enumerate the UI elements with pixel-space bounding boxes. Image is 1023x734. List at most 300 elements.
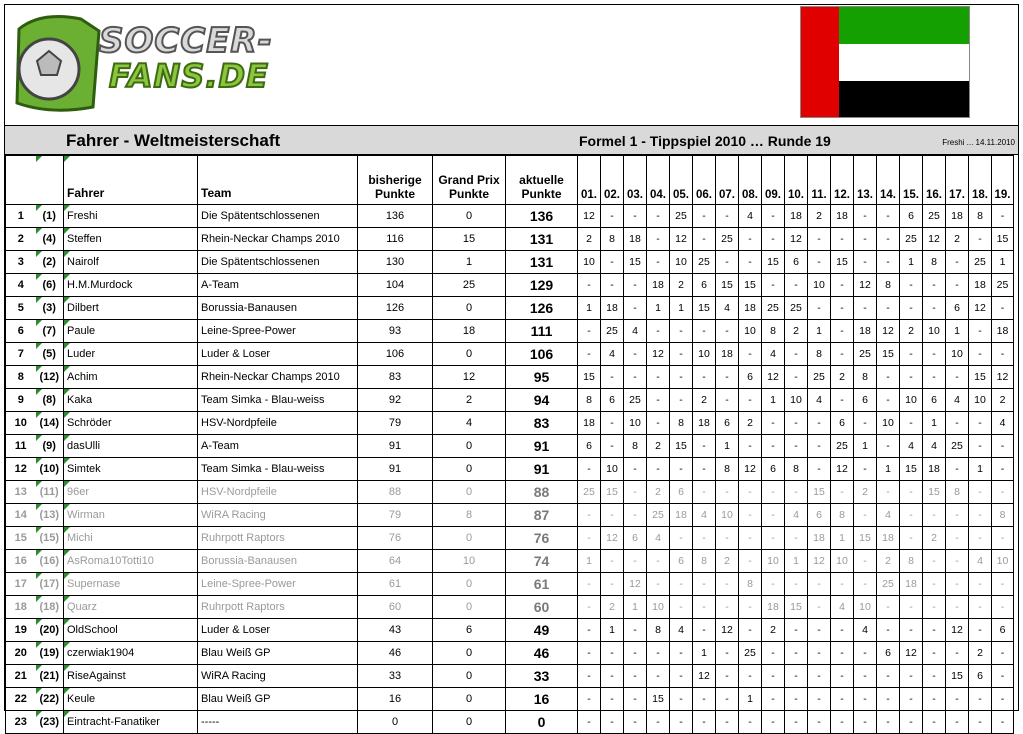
race-points-cell: - [808,228,831,251]
race-header-6: 06. [693,156,716,205]
race-points-cell: 10 [578,251,601,274]
race-points-cell: - [670,665,693,688]
race-points-cell: - [785,711,808,734]
race-points-cell: 25 [946,435,969,458]
race-points-cell: 25 [624,389,647,412]
race-points-cell: 4 [762,343,785,366]
race-points-cell: 4 [739,205,762,228]
race-points-cell: - [808,688,831,711]
race-points-cell: 4 [808,389,831,412]
race-header-2: 02. [601,156,624,205]
race-points-cell: - [693,688,716,711]
race-points-cell: - [831,297,854,320]
race-points-cell: 12 [946,619,969,642]
race-points-cell: 25 [670,205,693,228]
race-points-cell: - [601,642,624,665]
race-points-cell: - [693,435,716,458]
race-points-cell: 10 [716,504,739,527]
prev-rank-cell: (11) [36,481,64,504]
race-points-cell: - [762,688,785,711]
rank-cell: 5 [6,297,36,320]
race-points-cell: 4 [785,504,808,527]
race-points-cell: - [647,458,670,481]
race-points-cell: 8 [808,343,831,366]
driver-name-cell: Keule [64,688,198,711]
race-points-cell: - [624,458,647,481]
race-points-cell: - [992,458,1014,481]
race-header-13: 13. [854,156,877,205]
race-points-cell: 8 [601,228,624,251]
race-points-cell: - [647,550,670,573]
race-points-cell: - [624,688,647,711]
race-points-cell: - [808,435,831,458]
race-points-cell: 8 [785,458,808,481]
race-points-cell: - [716,573,739,596]
current-points-header-l1: aktuelle [519,173,564,187]
previous-points-cell: 79 [358,504,433,527]
race-points-cell: - [854,205,877,228]
race-points-cell: - [578,504,601,527]
race-points-cell: 25 [831,435,854,458]
race-points-cell: - [716,596,739,619]
race-points-cell: - [808,711,831,734]
race-points-cell: 4 [716,297,739,320]
race-points-cell: - [854,412,877,435]
rank-cell: 20 [6,642,36,665]
gp-points-cell: 0 [433,665,506,688]
team-cell: Die Spätentschlossenen [198,205,358,228]
current-points-cell: 61 [506,573,578,596]
race-points-cell: 4 [624,320,647,343]
race-points-cell: 18 [739,297,762,320]
race-points-cell: - [670,320,693,343]
race-points-cell: 8 [923,251,946,274]
uae-flag-icon [800,6,970,118]
team-cell: Borussia-Banausen [198,297,358,320]
race-points-cell: 4 [601,343,624,366]
prev-rank-cell: (5) [36,343,64,366]
gp-points-header-l1: Grand Prix [438,173,500,187]
title-bar [5,125,1018,155]
gp-points-cell: 0 [433,297,506,320]
race-points-cell: - [992,297,1014,320]
race-points-cell: - [762,435,785,458]
gp-points-cell: 0 [433,596,506,619]
race-points-cell: - [693,619,716,642]
race-points-cell: - [946,504,969,527]
race-points-cell: - [992,688,1014,711]
race-points-cell: - [624,711,647,734]
driver-name-cell: Eintracht-Fanatiker [64,711,198,734]
race-points-cell: 8 [670,412,693,435]
race-points-cell: - [762,228,785,251]
race-points-cell: - [578,596,601,619]
previous-points-cell: 83 [358,366,433,389]
race-points-cell: 15 [578,366,601,389]
gp-points-cell: 10 [433,550,506,573]
race-points-cell: - [785,481,808,504]
race-points-cell: - [992,573,1014,596]
race-points-cell: - [946,251,969,274]
race-points-cell: - [670,527,693,550]
race-points-cell: - [900,343,923,366]
race-points-cell: - [578,688,601,711]
race-points-cell: - [601,665,624,688]
team-cell: Rhein-Neckar Champs 2010 [198,366,358,389]
race-points-cell: - [854,228,877,251]
race-points-cell: - [831,573,854,596]
race-points-cell: - [601,251,624,274]
team-cell: Leine-Spree-Power [198,573,358,596]
race-points-cell: 1 [831,527,854,550]
previous-points-cell: 64 [358,550,433,573]
table-row [6,251,1014,274]
race-points-cell: - [693,320,716,343]
race-points-cell: 25 [762,297,785,320]
race-points-cell: 18 [923,458,946,481]
prev-rank-cell: (8) [36,389,64,412]
race-header-4: 04. [647,156,670,205]
race-points-cell: 12 [578,205,601,228]
race-points-cell: 4 [969,550,992,573]
race-points-cell: - [762,274,785,297]
prev-rank-cell: (2) [36,251,64,274]
race-points-cell: 1 [877,458,900,481]
race-points-cell: - [831,228,854,251]
race-points-cell: 6 [854,389,877,412]
race-points-cell: - [992,711,1014,734]
race-points-cell: - [969,596,992,619]
race-points-cell: - [831,274,854,297]
team-cell: Rhein-Neckar Champs 2010 [198,228,358,251]
race-points-cell: 1 [969,458,992,481]
race-points-cell: - [831,711,854,734]
race-points-cell: - [716,320,739,343]
previous-points-cell: 60 [358,596,433,619]
race-points-cell: 2 [877,550,900,573]
race-points-cell: - [969,619,992,642]
race-points-cell: 6 [831,412,854,435]
race-points-cell: - [900,412,923,435]
table-header-row [6,156,1014,205]
previous-points-cell: 79 [358,412,433,435]
race-points-cell: 18 [946,205,969,228]
race-points-cell: 4 [992,412,1014,435]
race-points-cell: - [739,481,762,504]
prev-rank-cell: (18) [36,596,64,619]
race-points-cell: 25 [900,228,923,251]
race-points-cell: 12 [900,642,923,665]
race-points-cell: - [647,412,670,435]
rank-header [6,156,36,205]
race-points-cell: 18 [877,527,900,550]
race-points-cell: 6 [670,550,693,573]
current-points-cell: 33 [506,665,578,688]
race-points-cell: 2 [992,389,1014,412]
race-points-cell: - [877,389,900,412]
race-points-cell: 6 [693,274,716,297]
gp-points-cell: 2 [433,389,506,412]
race-header-8: 08. [739,156,762,205]
race-points-cell: - [785,274,808,297]
race-points-cell: 8 [992,504,1014,527]
race-points-cell: - [831,688,854,711]
race-points-cell: - [831,389,854,412]
previous-points-cell: 104 [358,274,433,297]
race-points-cell: 4 [946,389,969,412]
race-points-cell: - [900,297,923,320]
race-points-cell: 18 [578,412,601,435]
race-points-cell: - [900,504,923,527]
gp-points-cell: 0 [433,688,506,711]
current-points-cell: 131 [506,251,578,274]
race-points-cell: 12 [693,665,716,688]
race-header-15: 15. [900,156,923,205]
race-points-cell: 10 [854,596,877,619]
race-points-cell: - [969,343,992,366]
race-points-cell: 2 [785,320,808,343]
table-row [6,619,1014,642]
prev-rank-header [36,156,64,205]
gp-points-cell: 12 [433,366,506,389]
gp-points-cell: 15 [433,228,506,251]
race-points-cell: - [785,366,808,389]
race-points-cell: - [762,711,785,734]
race-points-cell: 25 [923,205,946,228]
race-points-cell: - [647,320,670,343]
race-points-cell: - [992,205,1014,228]
race-points-cell: - [693,481,716,504]
race-points-cell: - [578,343,601,366]
race-points-cell: 2 [854,481,877,504]
race-points-cell: - [693,205,716,228]
rank-cell: 23 [6,711,36,734]
race-points-cell: 10 [601,458,624,481]
driver-name-cell: Paule [64,320,198,343]
race-points-cell: - [992,665,1014,688]
race-points-cell: 12 [601,527,624,550]
race-points-cell: 18 [900,573,923,596]
previous-points-cell: 0 [358,711,433,734]
race-points-cell: - [923,619,946,642]
race-points-cell: - [808,642,831,665]
race-points-cell: - [946,527,969,550]
driver-name-cell: Michi [64,527,198,550]
current-points-cell: 46 [506,642,578,665]
race-points-cell: - [785,435,808,458]
current-points-cell: 74 [506,550,578,573]
race-points-cell: 25 [739,642,762,665]
driver-name-cell: Wirman [64,504,198,527]
race-points-cell: 6 [900,205,923,228]
race-points-cell: 6 [670,481,693,504]
race-points-cell: - [900,366,923,389]
race-points-cell: - [624,481,647,504]
current-points-cell: 131 [506,228,578,251]
header-banner [5,5,1018,125]
race-points-cell: - [716,205,739,228]
race-points-cell: 2 [647,481,670,504]
race-points-cell: - [647,573,670,596]
prev-rank-cell: (20) [36,619,64,642]
race-points-cell: 15 [670,435,693,458]
race-points-cell: - [601,412,624,435]
race-points-cell: 8 [831,504,854,527]
race-points-cell: - [854,458,877,481]
race-points-cell: 4 [923,435,946,458]
race-points-cell: - [601,366,624,389]
gp-points-cell: 1 [433,251,506,274]
race-points-cell: - [877,251,900,274]
race-points-cell: 15 [693,297,716,320]
race-points-cell: 25 [785,297,808,320]
race-points-cell: 18 [624,228,647,251]
race-points-cell: - [900,688,923,711]
race-points-cell: - [946,412,969,435]
race-points-cell: 12 [785,228,808,251]
current-points-cell: 60 [506,596,578,619]
table-row [6,481,1014,504]
race-points-cell: 1 [670,297,693,320]
current-points-cell: 76 [506,527,578,550]
table-row [6,435,1014,458]
race-points-cell: - [647,366,670,389]
race-points-cell: 6 [808,504,831,527]
race-points-cell: - [739,389,762,412]
race-points-cell: 6 [969,665,992,688]
current-points-header [506,156,578,205]
rank-cell: 19 [6,619,36,642]
race-points-cell: 2 [647,435,670,458]
previous-points-cell: 92 [358,389,433,412]
race-points-cell: - [992,435,1014,458]
author-date: Freshi ... 14.11.2010 [942,138,1015,147]
rank-cell: 6 [6,320,36,343]
race-points-cell: 1 [762,389,785,412]
race-points-cell: - [624,550,647,573]
race-points-cell: 15 [739,274,762,297]
race-points-cell: - [601,274,624,297]
race-points-cell: 2 [900,320,923,343]
race-points-cell: - [739,619,762,642]
race-points-cell: - [854,573,877,596]
logo-line2: FANS.DE [109,57,269,95]
race-points-cell: - [923,550,946,573]
race-points-cell: 2 [946,228,969,251]
previous-points-cell: 91 [358,458,433,481]
race-points-cell: - [808,251,831,274]
race-points-cell: - [946,711,969,734]
race-points-cell: - [762,573,785,596]
race-points-cell: - [716,642,739,665]
race-points-cell: - [762,205,785,228]
previous-points-header-l1: bisherige [368,173,422,187]
race-points-cell: - [854,297,877,320]
previous-points-cell: 88 [358,481,433,504]
race-points-cell: - [762,504,785,527]
race-points-cell: - [670,688,693,711]
gp-points-cell: 0 [433,527,506,550]
table-row [6,550,1014,573]
race-points-cell: 2 [762,619,785,642]
race-points-cell: - [693,366,716,389]
race-points-cell: 25 [969,251,992,274]
race-points-cell: 10 [969,389,992,412]
race-points-cell: 1 [808,320,831,343]
team-cell: Borussia-Banausen [198,550,358,573]
standings-sheet [4,4,1019,730]
race-points-cell: 8 [647,619,670,642]
current-points-cell: 0 [506,711,578,734]
gp-points-cell: 0 [433,711,506,734]
race-points-cell: 12 [670,228,693,251]
race-points-cell: - [578,274,601,297]
race-points-cell: 1 [992,251,1014,274]
driver-name-cell: Steffen [64,228,198,251]
race-points-cell: 10 [785,389,808,412]
race-points-cell: - [762,642,785,665]
race-points-cell: - [946,366,969,389]
current-points-cell: 49 [506,619,578,642]
current-points-cell: 16 [506,688,578,711]
race-points-cell: 15 [923,481,946,504]
race-points-cell: - [946,642,969,665]
race-points-cell: 15 [969,366,992,389]
race-points-cell: - [670,458,693,481]
race-points-cell: - [900,274,923,297]
race-points-cell: - [831,642,854,665]
race-points-cell: - [854,665,877,688]
team-cell: ----- [198,711,358,734]
race-points-cell: - [923,343,946,366]
race-points-cell: - [854,642,877,665]
race-points-cell: - [923,274,946,297]
team-header: Team [198,156,358,205]
race-header-1: 01. [578,156,601,205]
race-points-cell: 2 [739,412,762,435]
rank-cell: 4 [6,274,36,297]
table-row [6,320,1014,343]
race-points-cell: - [624,642,647,665]
race-points-cell: - [808,412,831,435]
race-points-cell: 18 [601,297,624,320]
race-points-cell: - [647,642,670,665]
race-points-cell: - [624,366,647,389]
race-points-cell: 15 [624,251,647,274]
race-points-cell: 10 [946,343,969,366]
table-row [6,297,1014,320]
race-points-cell: 10 [923,320,946,343]
race-points-cell: 25 [877,573,900,596]
gp-points-cell: 4 [433,412,506,435]
race-points-cell: - [647,251,670,274]
race-points-cell: - [946,458,969,481]
round-title: Formel 1 - Tippspiel 2010 … Runde 19 [579,133,831,149]
race-points-cell: - [992,596,1014,619]
race-points-cell: - [670,596,693,619]
race-points-cell: - [808,665,831,688]
race-points-cell: 8 [854,366,877,389]
race-header-9: 09. [762,156,785,205]
race-points-cell: 2 [693,389,716,412]
race-points-cell: - [670,573,693,596]
race-points-cell: 1 [716,435,739,458]
driver-name-cell: AsRoma10Totti10 [64,550,198,573]
current-points-cell: 126 [506,297,578,320]
race-points-cell: - [923,642,946,665]
race-points-cell: 1 [785,550,808,573]
race-points-cell: - [716,481,739,504]
